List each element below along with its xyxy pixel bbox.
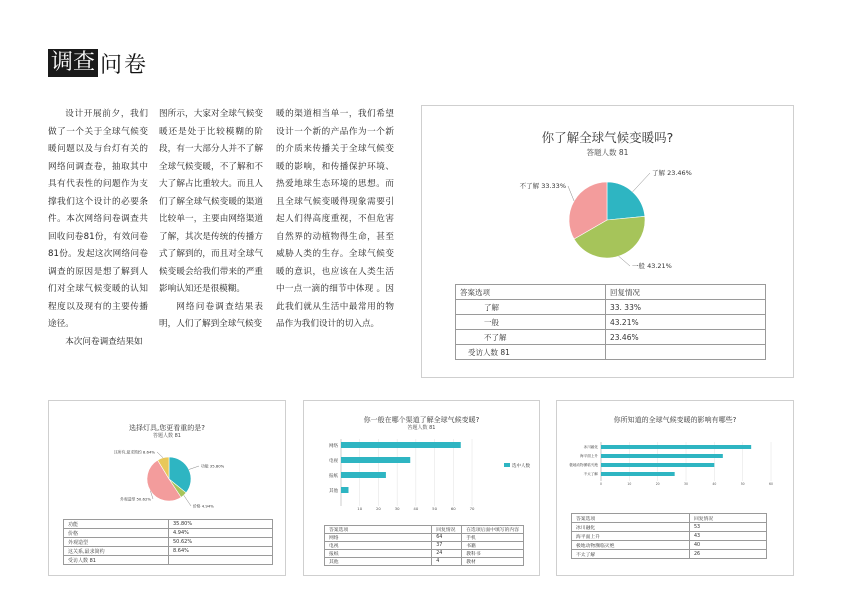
slice-label: 外观造型 50.62% <box>120 496 151 502</box>
tick-label: 30 <box>684 482 688 486</box>
tick-label: 40 <box>413 506 419 511</box>
table-cell: 网络 <box>325 534 432 542</box>
bar-chart <box>304 433 541 523</box>
table-header: 答案选项 <box>325 526 432 534</box>
paragraph: 本次问卷调查结果如 <box>65 336 143 347</box>
bar <box>341 442 461 448</box>
chart-title: 你了解全球气候变暖吗? <box>541 130 674 145</box>
chart-subtitle: 答题人数 81 <box>407 425 436 431</box>
table-cell: 26 <box>690 550 767 559</box>
table-cell: 50.62% <box>169 538 273 547</box>
text-column-2 <box>159 106 263 334</box>
text-column-1 <box>48 106 148 351</box>
bar <box>601 454 723 458</box>
category-label: 冰川融化 <box>583 445 598 450</box>
table-cell: 其他 <box>325 558 432 566</box>
result-table <box>63 519 273 565</box>
table-cell: 书籍 <box>462 542 524 550</box>
chart-subtitle: 答题人数 81 <box>153 433 181 439</box>
table-cell: 64 <box>432 534 462 542</box>
table-cell: 不了解 <box>456 330 606 345</box>
slice-label: 不了解 33.33% <box>519 182 566 191</box>
table-cell: 53 <box>690 523 767 532</box>
leader-line <box>157 452 163 458</box>
paragraph: 图所示，大家对全球气候变暖还是处于比较模糊的阶段，有一大部分人并不了解全球气候变暖，不了解和不大了解占比重较大。而且人们了解全球气候变暖的渠道比较单一，主要由网络渠道了解，其次是传统的传播方式了解到的，而且对全球气候变暖会给我们带来的严重影响认知还是很模糊。 <box>159 109 263 294</box>
slice-label: 这所有,最求简约 8.64% <box>113 449 155 455</box>
table-cell: 受访人数 81 <box>456 345 606 360</box>
result-table <box>324 525 524 566</box>
slice-label: 功能 35.80% <box>201 463 225 469</box>
tick-label: 50 <box>740 482 745 486</box>
leader-line <box>184 495 191 506</box>
tick-label: 0 <box>600 482 602 486</box>
table-cell: 一般 <box>456 315 606 330</box>
table-cell: 海平面上升 <box>572 532 690 541</box>
category-label: 网络 <box>329 443 338 449</box>
table-cell: 手机 <box>462 534 524 542</box>
table-cell: 报纸 <box>325 550 432 558</box>
chart-panel-lamp-priority <box>48 400 286 576</box>
leader-line <box>189 466 199 470</box>
table-cell: 37 <box>432 542 462 550</box>
tick-label: 10 <box>357 506 363 511</box>
text-column-3 <box>276 106 394 334</box>
result-table <box>571 513 767 559</box>
table-cell: 8.64% <box>169 547 273 556</box>
bar-chart <box>557 433 795 493</box>
category-label: 海平面上升 <box>580 454 598 459</box>
bar <box>341 457 410 463</box>
tick-label: 20 <box>655 482 660 486</box>
chart-title: 你一般在哪个渠道了解全球气候变暖? <box>363 416 480 424</box>
category-label: 电视 <box>329 458 338 464</box>
category-label: 报纸 <box>329 473 338 479</box>
bar <box>341 487 348 493</box>
tick-label: 20 <box>375 506 381 511</box>
legend-label: 选中人数 <box>512 464 530 469</box>
tick-label: 10 <box>627 482 632 486</box>
category-label: 其他 <box>329 488 338 494</box>
table-cell: 价格 <box>64 529 169 538</box>
table-cell: 这关系,最求简约 <box>64 547 169 556</box>
table-cell: 23.46% <box>606 330 766 345</box>
tick-label: 70 <box>469 506 475 511</box>
page-title <box>48 48 148 78</box>
chart-panel-impacts <box>556 400 794 576</box>
table-cell <box>606 345 766 360</box>
table-cell: 35.80% <box>169 520 273 529</box>
chart-title: 选择灯具,您更看重的是? <box>129 424 205 432</box>
bar <box>601 445 751 449</box>
table-cell: 33. 33% <box>606 300 766 315</box>
table-cell: 功能 <box>64 520 169 529</box>
tick-label: 60 <box>769 482 773 486</box>
table-cell: 43 <box>690 532 767 541</box>
table-cell: 40 <box>690 541 767 550</box>
tick-label: 30 <box>394 506 400 511</box>
table-header: 回复情况 <box>690 514 767 523</box>
table-cell: 了解 <box>456 300 606 315</box>
table-cell: 4.94% <box>169 529 273 538</box>
pie-chart <box>49 439 287 519</box>
table-cell: 24 <box>432 550 462 558</box>
chart-panel-awareness <box>421 105 794 378</box>
table-cell: 4 <box>432 558 462 566</box>
category-label: 不太了解 <box>583 472 598 477</box>
table-header: 答案选项 <box>572 514 690 523</box>
table-cell: 电视 <box>325 542 432 550</box>
bar <box>601 472 675 476</box>
leader-line <box>633 173 650 192</box>
table-header: 答案选项 <box>456 285 606 300</box>
category-label: 极地动物濒临灭绝 <box>569 463 598 468</box>
table-cell: 教科书 <box>462 550 524 558</box>
result-table <box>455 284 766 360</box>
slice-label: 了解 23.46% <box>652 169 692 178</box>
table-cell: 外观造型 <box>64 538 169 547</box>
table-cell: 极地动物濒临灭绝 <box>572 541 690 550</box>
bar <box>601 463 714 467</box>
bar <box>341 472 386 478</box>
leader-line <box>619 256 630 266</box>
paragraph: 网络问卷调查结果表明，人们了解到全球气候变 <box>159 301 263 329</box>
tick-label: 40 <box>712 482 717 486</box>
tick-label: 50 <box>432 506 438 511</box>
leader-line <box>568 186 574 201</box>
chart-subtitle: 答题人数 81 <box>586 148 629 157</box>
table-header: 回复情况 <box>432 526 462 534</box>
table-cell: 冰川融化 <box>572 523 690 532</box>
table-cell <box>169 556 273 565</box>
slice-label: 一般 43.21% <box>632 262 672 271</box>
tick-label: 60 <box>450 506 456 511</box>
chart-panel-channels <box>303 400 540 576</box>
title-boxed: 调查 <box>48 49 98 77</box>
table-cell: 不太了解 <box>572 550 690 559</box>
slice-label: 价格 4.94% <box>193 503 214 509</box>
table-header: 回复情况 <box>606 285 766 300</box>
paragraph: 暖的渠道相当单一，我们希望设计一个新的产品作为一个新的介质来传播关于全球气候变暖的影响，和传播保护环境、热爱地球生态环境的思想。而且全球气候变暖得现象需要引起人们得高度重视，不但危害自然界的动植物得生命，甚至威胁人类的生存。全球气候变暖的意识，也应该在人类生活中一点一滴的细节中体现 。因此我们就从生活中最常用的物品作为我们设计的切入点。 <box>276 109 394 329</box>
pie-slice <box>607 182 645 220</box>
table-cell: 教材 <box>462 558 524 566</box>
table-cell: 43.21% <box>606 315 766 330</box>
legend-swatch <box>504 463 510 467</box>
table-header: 在选项后面中填写的内容 <box>462 526 524 534</box>
paragraph: 设计开展前夕，我们做了一个关于全球气候变暖问题以及与台灯有关的网络问调查卷，抽取其中具有代表性的问题作为支撑我们这个设计的必要条件。本次网络问卷调查共回收问卷81份，有效问卷81份。发起这次网络问卷调查的原因是想了解到人们对全球气候变暖的认知程度以及现有的主要传播途径。 <box>48 109 148 329</box>
chart-title: 你所知道的全球气候变暖的影响有哪些? <box>613 416 737 424</box>
title-rest: 问卷 <box>100 52 149 78</box>
table-cell: 受访人数 81 <box>64 556 169 565</box>
